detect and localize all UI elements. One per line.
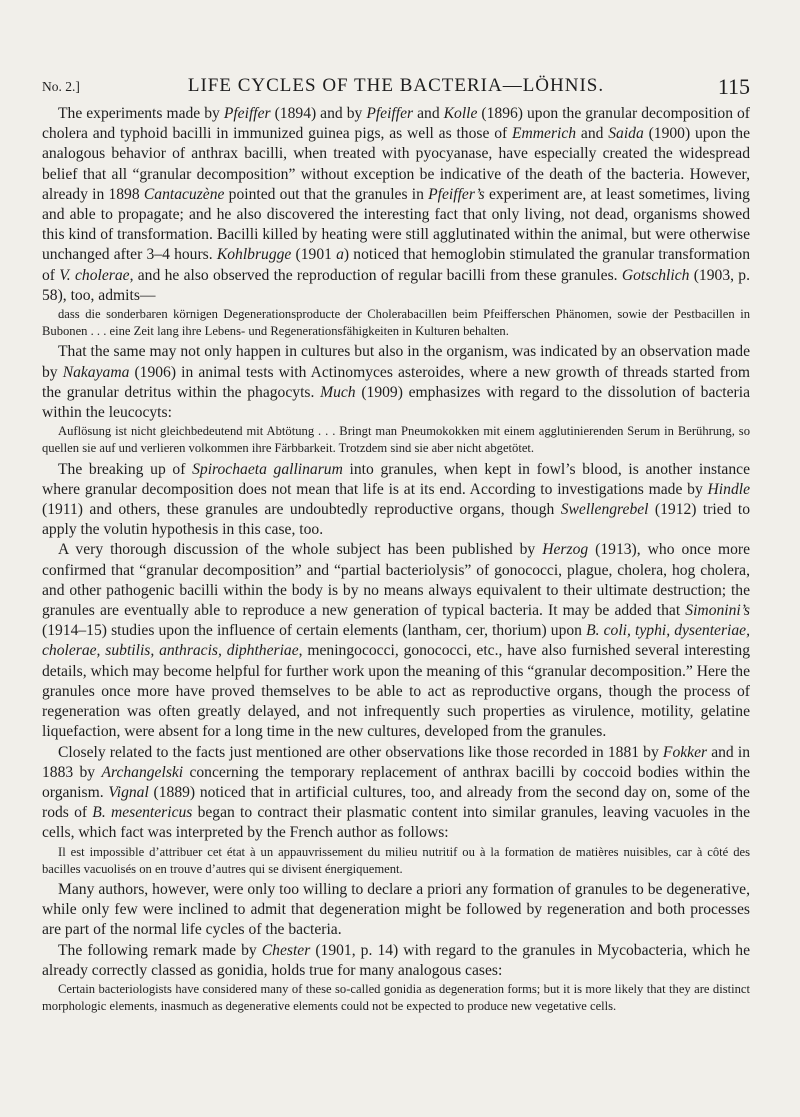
text-run: , meningococci, gonococci, etc., have also furnished several interesting details, which may become helpful for further work upon the meaning of this “granular decomposition.” Here the granules once more have proved themselves to be able to act as reproductive organs, though the process of regeneration was often greatly delayed, and not infrequently such properties as virulence, motility, gelatine liquefaction, were absent for a long time in the new cultures, developed from the granules. [42, 642, 751, 741]
italic-text: Cantacuzène [143, 185, 225, 203]
text-run: (1909) emphasizes with regard to the dissolution of bacteria within the leucocyts: [42, 383, 750, 422]
italic-text: Saida [608, 125, 644, 143]
italic-text: V. cholerae [59, 266, 130, 284]
italic-text: B. coli, typhi, dysenteriae, cholerae, subtilis, anthracis, diphtheriae [42, 622, 750, 660]
text-run: into granules, when kept in fowl’s blood, is another instance where granular decomposition does not mean that life is at its end. According to investigations made by [42, 460, 750, 498]
italic-text: B. mesentericus [92, 804, 193, 822]
body-paragraph [42, 460, 750, 541]
italic-text: Nakayama [62, 363, 130, 381]
article-body [42, 104, 750, 1017]
text-run: Certain bacteriologists have considered many of these so-called gonidia as degeneration forms; but it is more likely that they are distinct morphologic elements, inasmuch as degenerative elements could not be expected to produce new vegetative cells. [42, 981, 750, 1014]
text-run: (1900) upon the analogous behavior of anthrax bacilli, when treated with pyocyanase, have especially created the widespread belief that all “granular decomposition” without exception be indicative of the death of the bacteria. However, already in 1898 [42, 125, 750, 203]
italic-text: Pfeiffer [223, 105, 271, 122]
running-header [42, 75, 750, 99]
italic-text: Simonini’s [685, 602, 750, 620]
text-run: The following remark made by [58, 941, 262, 959]
italic-text: a [336, 246, 344, 264]
italic-text: Much [320, 383, 356, 401]
block-quote [42, 306, 750, 340]
text-run: (1911) and others, these granules are undoubtedly reproductive organs, though [42, 501, 561, 519]
italic-text: Spirochaeta gallinarum [192, 460, 343, 478]
text-run: (1901, p. 14) with regard to the granules in Mycobacteria, which he already correctly classed as gonidia, holds true for many analogous cases: [42, 941, 750, 979]
italic-text: Kohlbrugge [216, 246, 292, 264]
italic-text: Swellengrebel [560, 501, 649, 519]
italic-text: Emmerich [512, 125, 577, 143]
text-run: A very thorough discussion of the whole subject has been published by [58, 541, 543, 559]
italic-text: Gotschlich [621, 266, 690, 284]
text-run: (1889) noticed that in artificial cultures, too, and already from the second day on, some of the rods of [42, 783, 750, 822]
body-paragraph [42, 743, 750, 844]
text-run: (1896) upon the granular decomposition of cholera and typhoid bacilli in immunized guinea pigs, as well as those of [42, 105, 751, 143]
italic-text: Archangelski [101, 763, 184, 781]
text-run: (1913), who once more confirmed that “granular decomposition” and “partial bacteriolysis” of gonococci, plague, cholera, hog cholera, and other pathogenic bacilli within the body is by no means always equivalent to their ultimate destruction; the granules are eventually able to reproduce a new generation of typical bacteria. It may be added that [42, 541, 750, 620]
text-run: (1906) in animal tests with Actinomyces asteroides, where a new growth of threads started from the granular detritus within the phagocyts. [42, 363, 750, 401]
body-paragraph [42, 941, 750, 981]
text-run: concerning the temporary replacement of anthrax bacilli by coccoid bodies within the organism. [42, 763, 751, 801]
body-paragraph [42, 104, 750, 306]
text-run: (1903, p. 58), too, admits— [42, 266, 751, 304]
text-run: (1914–15) studies upon the influence of certain elements (lantham, cer, thorium) upon [42, 622, 587, 640]
text-run: and in 1883 by [42, 743, 751, 781]
text-run: and [413, 105, 444, 122]
page-number: 115 [717, 74, 750, 99]
italic-text: Pfeiffer [366, 105, 414, 122]
text-run: (1894) and by [270, 105, 367, 122]
text-run: Many authors, however, were only too willing to declare a priori any formation of granules to be degenerative, while only few were inclined to admit that degeneration might be followed by regeneration and both processes are part of the normal life cycles of the bacteria. [42, 880, 750, 939]
block-quote [42, 423, 750, 457]
text-run: experiment are, at least sometimes, living and able to propagate; and he also discovered the interesting fact that only living, not dead, organisms showed this kind of transformation. Bacilli killed by heating were still agglutinated within the animal, but were otherwise unchanged after 3–4 hours. [42, 185, 750, 264]
italic-text: Chester [261, 941, 311, 959]
text-run: The breaking up of [58, 460, 193, 478]
block-quote [42, 844, 750, 878]
text-run: dass die sonderbaren körnigen Degenerationsproducte der Cholerabacillen beim Pfeifferschen Phänomen, sowie der Pestbacillen in Bubonen . . . eine Zeit lang ihre Lebens- und Regenerationsfähigkeiten in Kulturen behalten. [42, 307, 750, 339]
italic-text: Herzog [542, 541, 589, 559]
italic-text: Kolle [443, 105, 478, 122]
text-run: (1912) tried to apply the volutin hypothesis in this case, too. [42, 501, 750, 539]
text-run: began to contract their plasmatic content into similar granules, leaving vacuoles in the cells, which fact was interpreted by the French author as follows: [42, 804, 750, 842]
block-quote [42, 981, 750, 1015]
text-run: pointed out that the granules in [224, 185, 429, 203]
text-run: (1901 [291, 246, 337, 264]
italic-text: Pfeiffer’s [428, 185, 485, 203]
text-run: That the same may not only happen in cultures but also in the organism, was indicated by an observation made by [42, 343, 750, 381]
italic-text: Fokker [662, 743, 708, 761]
text-run: Closely related to the facts just mentioned are other observations like those recorded in 1881 by [58, 743, 663, 761]
body-paragraph [42, 342, 750, 423]
issue-number: No. 2.] [42, 79, 80, 94]
text-run: ) noticed that hemoglobin stimulated the granular transformation of [42, 246, 751, 284]
body-paragraph [42, 540, 750, 742]
text-run: and [576, 125, 609, 143]
text-run: Il est impossible d’attribuer cet état à un appauvrissement du milieu nutritif ou à la formation de matières nuisibles, car à côté des bacilles vacuolisés on en trouve d’autres qui se divisent énergiquement. [42, 844, 750, 876]
running-title: LIFE CYCLES OF THE BACTERIA—LÖHNIS. [187, 75, 605, 96]
text-run: Auflösung ist nicht gleichbedeutend mit Abtötung . . . Bringt man Pneumokokken mit einem agglutinierenden Serum in Berührung, so quellen sie auf und verlieren volkommen ihre Färbbarkeit. Trotzdem sind sie aber nicht abgetötet. [42, 424, 750, 456]
italic-text: Vignal [108, 783, 149, 801]
text-run: The experiments made by [58, 105, 224, 122]
text-run: , and he also observed the reproduction of regular bacilli from these granules. [129, 266, 622, 284]
body-paragraph [42, 880, 750, 941]
italic-text: Hindle [707, 480, 750, 498]
